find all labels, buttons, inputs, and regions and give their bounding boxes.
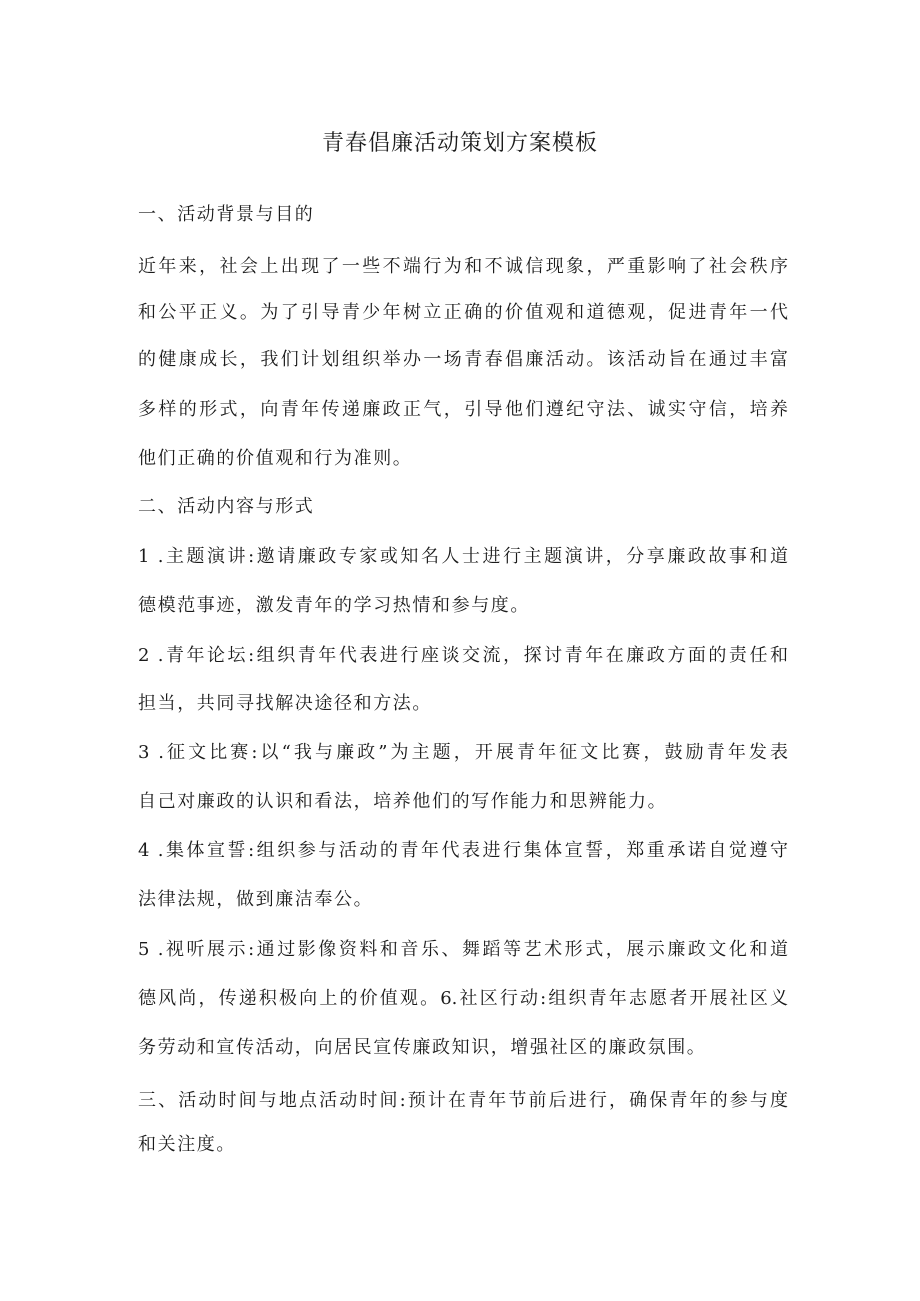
section-heading-background: 一、活动背景与目的: [138, 204, 315, 225]
list-item-line: 5 .视听展示:通过影像资料和音乐、舞蹈等艺术形式，展示廉政文化和道: [138, 939, 788, 960]
section-heading-time-place: 三、活动时间与地点活动时间:预计在青年节前后进行，确保青年的参与度: [138, 1090, 788, 1111]
paragraph-line: 多样的形式，向青年传递廉政正气，引导他们遵纪守法、诚实守信，培养: [138, 399, 788, 420]
paragraph-line: 和公平正义。为了引导青少年树立正确的价值观和道德观，促进青年一代: [138, 302, 788, 323]
paragraph-line: 他们正确的价值观和行为准则。: [138, 448, 413, 469]
list-item-line: 自己对廉政的认识和看法，培养他们的写作能力和思辨能力。: [138, 791, 668, 812]
section-heading-content: 二、活动内容与形式: [138, 496, 315, 517]
list-item-line: 担当，共同寻找解决途径和方法。: [138, 693, 432, 714]
document-title: 青春倡廉活动策划方案模板: [321, 131, 598, 156]
list-item-line: 1 .主题演讲:邀请廉政专家或知名人士进行主题演讲，分享廉政故事和道: [138, 546, 788, 567]
list-item-line: 务劳动和宣传活动，向居民宣传廉政知识，增强社区的廉政氛围。: [138, 1037, 707, 1058]
list-item-line: 2 .青年论坛:组织青年代表进行座谈交流，探讨青年在廉政方面的责任和: [138, 645, 788, 666]
list-item-line: 德模范事迹，激发青年的学习热情和参与度。: [138, 595, 530, 616]
paragraph-line: 近年来，社会上出现了一些不端行为和不诚信现象，严重影响了社会秩序: [138, 256, 788, 277]
paragraph-line: 和关注度。: [138, 1134, 236, 1155]
list-item-line: 4 .集体宣誓:组织参与活动的青年代表进行集体宣誓，郑重承诺自觉遵守: [138, 840, 788, 861]
list-item-line: 德风尚，传递积极向上的价值观。6.社区行动:组织青年志愿者开展社区义: [138, 988, 788, 1009]
list-item-line: 3 .征文比赛:以“我与廉政”为主题，开展青年征文比赛，鼓励青年发表: [138, 742, 788, 763]
paragraph-line: 的健康成长，我们计划组织举办一场青春倡廉活动。该活动旨在通过丰富: [138, 349, 788, 370]
list-item-line: 法律法规，做到廉洁奉公。: [138, 889, 374, 910]
